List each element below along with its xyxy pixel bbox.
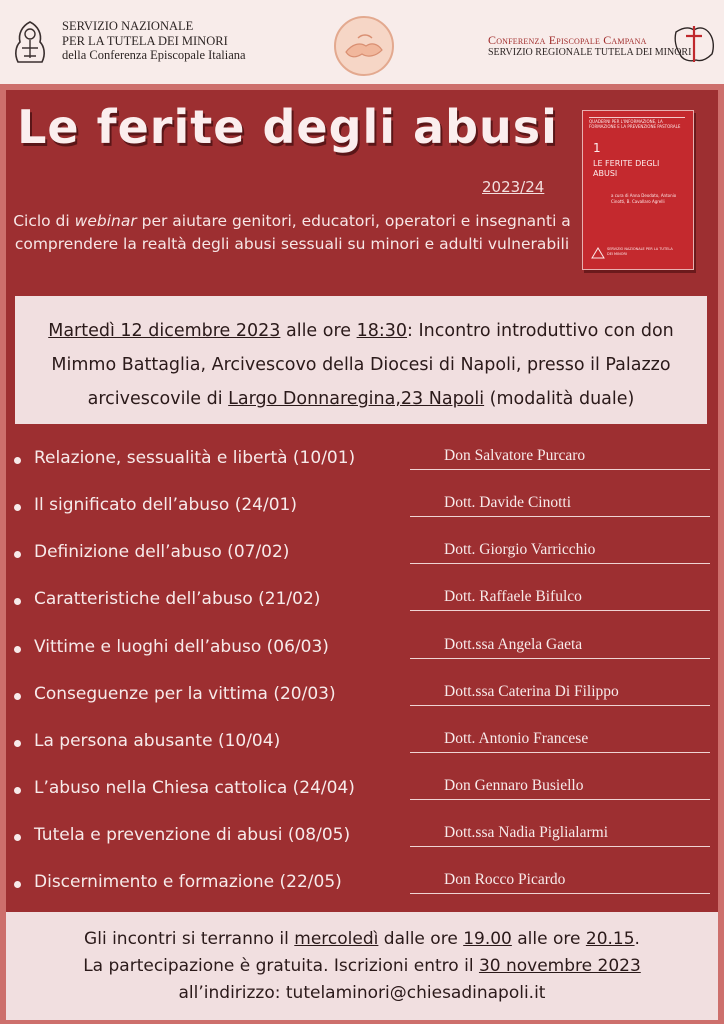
- session-speaker: Dott. Antonio Francese: [444, 730, 589, 747]
- book-series: QUADERNI PER L'INFORMAZIONE, LA FORMAZIONE E LA PREVENZIONE PASTORALE: [589, 119, 681, 129]
- footer-text-part: alle ore: [511, 929, 586, 949]
- event-year: 2023/24: [482, 178, 545, 196]
- bullet-icon: [14, 504, 21, 511]
- bullet-icon: [14, 740, 21, 747]
- speaker-underline: [410, 658, 710, 659]
- session-topic: Vittime e luoghi dell’abuso (06/03): [34, 637, 329, 657]
- book-title: LE FERITE DEGLI ABUSI: [593, 159, 660, 178]
- session-topic: Tutela e prevenzione di abusi (08/05): [34, 825, 351, 845]
- intro-text-part: (modalità duale): [484, 389, 635, 409]
- intro-time: 18:30: [356, 321, 408, 341]
- session-topic: Discernimento e formazione (22/05): [34, 872, 342, 892]
- footer-text-part: .: [634, 929, 640, 949]
- session-row: [0, 723, 724, 771]
- header-left-line: della Conferenza Episcopale Italiana: [62, 48, 246, 62]
- intro-place: Largo Donnaregina,23 Napoli: [228, 389, 485, 409]
- session-topic: Definizione dell’abuso (07/02): [34, 542, 290, 562]
- session-topic: Relazione, sessualità e libertà (10/01): [34, 448, 356, 468]
- session-row: [0, 440, 724, 488]
- speaker-underline: [410, 610, 710, 611]
- saint-emblem-logo: [8, 18, 52, 66]
- session-speaker: Dott. Giorgio Varricchio: [444, 541, 596, 558]
- speaker-underline: [410, 516, 710, 517]
- intro-box: [15, 296, 707, 424]
- hands-circle-logo: [332, 14, 396, 78]
- regional-conference-name: [488, 34, 691, 59]
- book-number: 1: [593, 141, 601, 155]
- session-speaker: Dott.ssa Caterina Di Filippo: [444, 683, 619, 700]
- speaker-underline: [410, 705, 710, 706]
- session-speaker: Dott.ssa Nadia Piglialarmi: [444, 824, 609, 841]
- event-subtitle: [12, 210, 572, 256]
- bullet-icon: [14, 787, 21, 794]
- session-speaker: Don Gennaro Busiello: [444, 777, 584, 794]
- speaker-underline: [410, 799, 710, 800]
- event-title: Le ferite degli abusi: [17, 100, 558, 154]
- bullet-icon: [14, 693, 21, 700]
- bullet-icon: [14, 457, 21, 464]
- subtitle-text: Ciclo di: [13, 212, 75, 230]
- session-row: [0, 864, 724, 912]
- session-row: [0, 534, 724, 582]
- campania-map-cross-icon: [672, 22, 718, 66]
- speaker-underline: [410, 752, 710, 753]
- session-speaker: Don Rocco Picardo: [444, 871, 566, 888]
- footer-email: all’indirizzo: tutelaminori@chiesadinapoli.it: [178, 983, 546, 1003]
- speaker-underline: [410, 563, 710, 564]
- session-row: [0, 581, 724, 629]
- session-row: [0, 817, 724, 865]
- subtitle-emphasis: webinar: [74, 212, 137, 230]
- book-publisher: SERVIZIO NAZIONALE PER LA TUTELA DEI MINORI: [607, 247, 673, 256]
- session-row: [0, 487, 724, 535]
- footer-deadline: 30 novembre 2023: [478, 956, 641, 976]
- session-topic: Il significato dell’abuso (24/01): [34, 495, 297, 515]
- session-row: [0, 676, 724, 724]
- book-authors: a cura di Anna Deodato, Antonio Cinotti, B. Cavallaro Agrelli: [611, 193, 677, 204]
- bullet-icon: [14, 834, 21, 841]
- bullet-icon: [14, 646, 21, 653]
- intro-text-part: alle ore: [280, 321, 357, 341]
- session-topic: Caratteristiche dell’abuso (21/02): [34, 589, 321, 609]
- speaker-underline: [410, 469, 710, 470]
- session-topic: L’abuso nella Chiesa cattolica (24/04): [34, 778, 355, 798]
- speaker-underline: [410, 846, 710, 847]
- national-service-name: [62, 19, 246, 63]
- session-speaker: Dott. Davide Cinotti: [444, 494, 572, 511]
- speaker-underline: [410, 893, 710, 894]
- session-speaker: Dott.ssa Angela Gaeta: [444, 636, 583, 653]
- subtitle-text: per aiutare genitori, educatori, operatori e insegnanti a comprendere la realtà degli abusi sessuali su minori e adulti vulnerabili: [14, 212, 571, 253]
- footer-text-part: Gli incontri si terranno il: [84, 929, 295, 949]
- header-band: [0, 0, 724, 84]
- footer-box: [6, 912, 718, 1020]
- book-cover: [582, 110, 694, 270]
- session-speaker: Don Salvatore Purcaro: [444, 447, 586, 464]
- intro-date: Martedì 12 dicembre 2023: [48, 321, 281, 341]
- intro-text-part: : Incontro introduttivo con don Mimmo Battaglia, Arcivescovo della Diocesi di Napoli, presso il Palazzo arcivescovile di: [51, 321, 674, 409]
- publisher-logo-icon: [591, 247, 605, 259]
- session-row: [0, 629, 724, 677]
- footer-start-time: 19.00: [463, 929, 512, 949]
- footer-text-part: dalle ore: [378, 929, 464, 949]
- header-left-line: PER LA TUTELA DEI MINORI: [62, 33, 228, 48]
- bullet-icon: [14, 551, 21, 558]
- intro-text: [15, 296, 707, 416]
- footer-day: mercoledì: [294, 929, 379, 949]
- session-row: [0, 770, 724, 818]
- session-topic: Conseguenze per la vittima (20/03): [34, 684, 336, 704]
- session-topic: La persona abusante (10/04): [34, 731, 281, 751]
- footer-end-time: 20.15: [585, 929, 635, 949]
- conference-title: Conferenza Episcopale Campana: [488, 33, 647, 47]
- book-rule: [589, 117, 685, 118]
- footer-text-part: La partecipazione è gratuita. Iscrizioni entro il: [83, 956, 479, 976]
- header-left-line: SERVIZIO NAZIONALE: [62, 19, 194, 33]
- regional-service-title: SERVIZIO REGIONALE TUTELA DEI MINORI: [488, 46, 692, 58]
- session-speaker: Dott. Raffaele Bifulco: [444, 588, 582, 605]
- footer-text: [6, 912, 718, 1007]
- bullet-icon: [14, 598, 21, 605]
- bullet-icon: [14, 881, 21, 888]
